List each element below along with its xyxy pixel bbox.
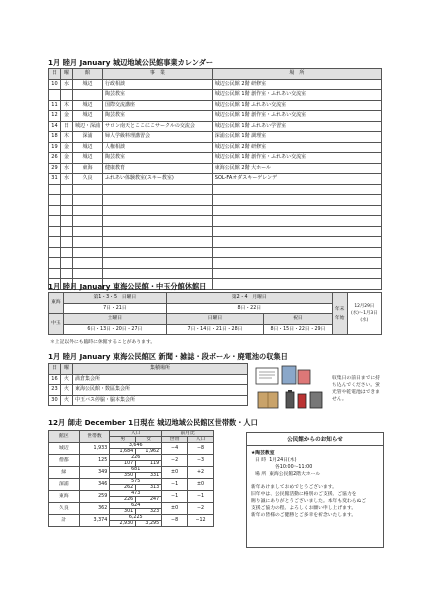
population-total: 6,225 bbox=[110, 515, 162, 521]
col-day: 日 bbox=[49, 69, 61, 80]
recycle-weekday: 火 bbox=[60, 395, 72, 406]
calendar-empty-cell bbox=[212, 247, 381, 258]
calendar-empty-cell bbox=[212, 216, 381, 227]
calendar-empty-cell bbox=[49, 247, 61, 258]
nakatama-label: 中玉 bbox=[49, 314, 64, 335]
population-change-house: −8 bbox=[162, 515, 188, 527]
calendar-hall: 城辺 bbox=[72, 100, 102, 111]
calendar-row bbox=[49, 90, 382, 101]
calendar-event: 陶芸教室 bbox=[102, 90, 212, 101]
calendar-empty-cell bbox=[102, 237, 212, 248]
closed-title: 1月 睦月 January 東海公民館・中玉分館休館日 bbox=[48, 282, 207, 291]
calendar-weekday: 金 bbox=[60, 153, 72, 164]
population-households: 362 bbox=[79, 503, 110, 515]
recycle-items-illustration bbox=[252, 362, 326, 414]
calendar-hall: 城辺 bbox=[72, 153, 102, 164]
population-male: 107 bbox=[110, 461, 136, 467]
calendar-row bbox=[49, 111, 382, 122]
calendar-day: 14 bbox=[49, 121, 61, 132]
calendar-hall: 城辺・深浦 bbox=[72, 121, 102, 132]
calendar-empty-cell bbox=[49, 216, 61, 227]
recycle-row bbox=[49, 374, 248, 385]
calendar-event: 行政相談 bbox=[102, 79, 212, 90]
calendar-hall: 久良 bbox=[72, 174, 102, 185]
calendar-empty-cell bbox=[72, 258, 102, 269]
calendar-place: 城辺公民館 1階 ふれあい交流室 bbox=[212, 100, 381, 111]
calendar-empty-cell bbox=[60, 258, 72, 269]
population-area: 緑 bbox=[49, 467, 80, 479]
cardboard-box-icon bbox=[258, 392, 278, 408]
recycle-table bbox=[48, 363, 248, 406]
calendar-weekday: 水 bbox=[60, 174, 72, 185]
calendar-row bbox=[49, 121, 382, 132]
population-change-house: ±0 bbox=[162, 467, 188, 479]
calendar-empty-row bbox=[49, 247, 382, 258]
population-change-pop: −2 bbox=[188, 503, 214, 515]
calendar-day: 19 bbox=[49, 142, 61, 153]
calendar-empty-cell bbox=[72, 195, 102, 206]
calendar-weekday: 金 bbox=[60, 142, 72, 153]
calendar-empty-cell bbox=[72, 237, 102, 248]
col-hall: 館 bbox=[72, 69, 102, 80]
calendar-empty-cell bbox=[49, 226, 61, 237]
population-area: 東海 bbox=[49, 491, 80, 503]
calendar-day: 10 bbox=[49, 79, 61, 90]
calendar-weekday: 水 bbox=[60, 163, 72, 174]
pop-col-change-pop: 人口 bbox=[188, 437, 214, 443]
calendar-hall: 東海 bbox=[72, 163, 102, 174]
population-change-pop: −1 bbox=[188, 491, 214, 503]
nakatama-header-2: 日曜日 bbox=[166, 314, 263, 325]
calendar-event: 婦人学級料理講習会 bbox=[102, 132, 212, 143]
population-male: 2,930 bbox=[110, 521, 136, 527]
notice-date-label: 日 時 bbox=[255, 458, 267, 463]
population-male: 226 bbox=[110, 497, 136, 503]
population-total: 226 bbox=[110, 455, 162, 461]
calendar-empty-cell bbox=[102, 184, 212, 195]
calendar-hall: 深浦 bbox=[72, 132, 102, 143]
notice-event: ★陶芸教室 bbox=[251, 451, 275, 456]
calendar-empty-row bbox=[49, 237, 382, 248]
calendar-empty-cell bbox=[102, 268, 212, 279]
calendar-day bbox=[49, 90, 61, 101]
population-change-house: ±0 bbox=[162, 503, 188, 515]
population-area: 深浦 bbox=[49, 479, 80, 491]
pop-col-female: 女 bbox=[136, 437, 162, 443]
recycle-weekday: 火 bbox=[60, 385, 72, 396]
recycle-row bbox=[49, 395, 248, 406]
recycle-memo-text: 収集日の前日までに持ち込んでください。蛍光管や乾電池はできません。 bbox=[332, 376, 380, 402]
calendar-empty-cell bbox=[60, 268, 72, 279]
calendar-event: ふれあい体験教室(スキー教室) bbox=[102, 174, 212, 185]
calendar-empty-cell bbox=[102, 216, 212, 227]
calendar-event: 健康教育 bbox=[102, 163, 212, 174]
population-row bbox=[49, 455, 214, 461]
calendar-empty-cell bbox=[212, 237, 381, 248]
population-change-house: −2 bbox=[162, 455, 188, 467]
calendar-empty-row bbox=[49, 226, 382, 237]
box-icon bbox=[310, 392, 322, 408]
population-change-pop: −8 bbox=[188, 443, 214, 455]
calendar-row bbox=[49, 174, 382, 185]
calendar-empty-cell bbox=[102, 226, 212, 237]
recycle-row bbox=[49, 385, 248, 396]
magazine-icon bbox=[282, 366, 310, 384]
col-place: 場 所 bbox=[212, 69, 381, 80]
calendar-empty-cell bbox=[49, 205, 61, 216]
population-total: 3,646 bbox=[110, 443, 162, 449]
calendar-event: 陶芸教室 bbox=[102, 111, 212, 122]
calendar-day: 11 bbox=[49, 100, 61, 111]
population-row bbox=[49, 491, 214, 497]
population-table bbox=[48, 430, 214, 527]
recycle-weekday: 火 bbox=[60, 374, 72, 385]
population-female: 313 bbox=[136, 485, 162, 491]
calendar-event: 人権相談 bbox=[102, 142, 212, 153]
population-change-pop: +2 bbox=[188, 467, 214, 479]
calendar-place: 城辺公民館 2階 研修室 bbox=[212, 79, 381, 90]
calendar-title: 1月 睦月 January 城辺地域公民館事業カレンダー bbox=[48, 58, 214, 67]
notice-body-4: 支援ご協力の程、よろしくお願い申し上げます。 bbox=[251, 506, 357, 511]
notice-box bbox=[246, 432, 384, 548]
calendar-event: サロン南天とここにこサークルの交流会 bbox=[102, 121, 212, 132]
population-households: 3,374 bbox=[79, 515, 110, 527]
year-end-range: 12月29日(水)〜1月3日(水) bbox=[347, 293, 381, 335]
calendar-event: 陶芸教室 bbox=[102, 153, 212, 164]
notice-body-3: 賜り誠にありがとうございました。本年も変わらぬご bbox=[251, 499, 367, 504]
calendar-place: 深浦公民館 1階 調理室 bbox=[212, 132, 381, 143]
calendar-day: 18 bbox=[49, 132, 61, 143]
col-event: 事 業 bbox=[102, 69, 212, 80]
recycle-memo bbox=[330, 374, 386, 406]
nakatama-days-1: 6日・13日・20日・27日 bbox=[63, 324, 166, 335]
calendar-empty-cell bbox=[102, 258, 212, 269]
population-households: 125 bbox=[79, 455, 110, 467]
notice-body-5: 新年の皆様のご健勝とご多幸を祈念いたします。 bbox=[251, 513, 357, 518]
population-households: 349 bbox=[79, 467, 110, 479]
population-female: 247 bbox=[136, 497, 162, 503]
calendar-weekday bbox=[60, 90, 72, 101]
population-total: 681 bbox=[110, 467, 162, 473]
calendar-empty-cell bbox=[72, 216, 102, 227]
population-row bbox=[49, 479, 214, 485]
col-weekday: 曜 bbox=[60, 69, 72, 80]
population-change-pop: −3 bbox=[188, 455, 214, 467]
nakatama-days-3: 8日・15日・22日・29日 bbox=[264, 324, 333, 335]
population-households: 346 bbox=[79, 479, 110, 491]
calendar-hall bbox=[72, 90, 102, 101]
calendar-weekday: 木 bbox=[60, 132, 72, 143]
population-male: 301 bbox=[110, 509, 136, 515]
east-label: 東海 bbox=[49, 293, 64, 314]
calendar-place: 城辺公民館 1階 創作室・ふれあい交流室 bbox=[212, 111, 381, 122]
population-area: 僧都 bbox=[49, 455, 80, 467]
newspaper-icon bbox=[256, 368, 278, 384]
notice-title: 公民館からのお知らせ bbox=[247, 433, 383, 446]
calendar-day: 12 bbox=[49, 111, 61, 122]
population-row bbox=[49, 443, 214, 449]
population-households: 1,933 bbox=[79, 443, 110, 455]
calendar-empty-cell bbox=[212, 184, 381, 195]
calendar-place: 城辺公民館 2階 研修室 bbox=[212, 142, 381, 153]
population-households: 259 bbox=[79, 491, 110, 503]
calendar-empty-cell bbox=[212, 205, 381, 216]
calendar-day: 26 bbox=[49, 153, 61, 164]
notice-time: 各10:00〜11:00 bbox=[275, 465, 313, 470]
calendar-empty-row bbox=[49, 216, 382, 227]
notice-body-1: 新年あけましておめでとうございます。 bbox=[251, 485, 337, 490]
population-row bbox=[49, 503, 214, 509]
recycle-col-weekday: 曜 bbox=[60, 364, 72, 375]
calendar-weekday: 金 bbox=[60, 111, 72, 122]
calendar-empty-cell bbox=[72, 247, 102, 258]
pop-col-change-house: 世帯 bbox=[162, 437, 188, 443]
recycle-place: 東海公民館・数區集会所 bbox=[72, 385, 247, 396]
recycle-col-day: 日 bbox=[49, 364, 61, 375]
calendar-empty-cell bbox=[60, 226, 72, 237]
calendar-empty-row bbox=[49, 205, 382, 216]
calendar-hall: 城辺 bbox=[72, 142, 102, 153]
calendar-hall: 城辺 bbox=[72, 111, 102, 122]
recycle-day: 23 bbox=[49, 385, 61, 396]
population-change-pop: ±0 bbox=[188, 479, 214, 491]
year-end-label: 年末年始 bbox=[332, 293, 347, 335]
population-male: 1,684 bbox=[110, 449, 136, 455]
calendar-day: 29 bbox=[49, 163, 61, 174]
population-change-house: −1 bbox=[162, 479, 188, 491]
recycle-day: 16 bbox=[49, 374, 61, 385]
calendar-empty-cell bbox=[102, 205, 212, 216]
closed-table bbox=[48, 292, 382, 335]
closed-note: ＊上記以外にも臨時に休館することがあります。 bbox=[50, 340, 156, 345]
calendar-empty-cell bbox=[212, 258, 381, 269]
calendar-empty-cell bbox=[212, 195, 381, 206]
calendar-row bbox=[49, 132, 382, 143]
battery-icon bbox=[286, 390, 306, 408]
calendar-empty-cell bbox=[72, 184, 102, 195]
nakatama-header-3: 祝日 bbox=[264, 314, 333, 325]
population-change-pop: −12 bbox=[188, 515, 214, 527]
calendar-empty-cell bbox=[212, 226, 381, 237]
calendar-empty-cell bbox=[60, 216, 72, 227]
calendar-empty-cell bbox=[49, 184, 61, 195]
calendar-place: SOL-FAオダスキーゲレンデ bbox=[212, 174, 381, 185]
recycle-col-place: 集積場所 bbox=[72, 364, 247, 375]
calendar-empty-cell bbox=[72, 205, 102, 216]
population-total: 473 bbox=[110, 491, 162, 497]
calendar-empty-cell bbox=[60, 237, 72, 248]
calendar-empty-cell bbox=[102, 195, 212, 206]
population-male: 262 bbox=[110, 485, 136, 491]
recycle-day: 30 bbox=[49, 395, 61, 406]
east-days-1: 7日・21日 bbox=[63, 303, 166, 314]
pop-col-area: 館区 bbox=[49, 431, 80, 443]
calendar-table bbox=[48, 68, 382, 290]
calendar-empty-cell bbox=[60, 195, 72, 206]
calendar-day: 31 bbox=[49, 174, 61, 185]
population-row bbox=[49, 467, 214, 473]
calendar-empty-cell bbox=[102, 247, 212, 258]
population-change-house: −4 bbox=[162, 443, 188, 455]
east-header-1: 第1・3・5 日曜日 bbox=[63, 293, 166, 304]
calendar-hall: 城辺 bbox=[72, 79, 102, 90]
recycle-place: 満倉集会所 bbox=[72, 374, 247, 385]
pop-col-change: 前月比 bbox=[162, 431, 214, 437]
calendar-event: 国際交流講座 bbox=[102, 100, 212, 111]
population-area: 計 bbox=[49, 515, 80, 527]
calendar-empty-row bbox=[49, 268, 382, 279]
calendar-empty-cell bbox=[212, 279, 381, 290]
population-total: 575 bbox=[110, 479, 162, 485]
calendar-row bbox=[49, 79, 382, 90]
population-title: 12月 師走 December 1日現在 城辺地域公民館区世帯数・人口 bbox=[48, 418, 258, 427]
calendar-empty-cell bbox=[49, 268, 61, 279]
calendar-weekday: 木 bbox=[60, 100, 72, 111]
pop-col-households: 世帯数 bbox=[79, 431, 110, 443]
calendar-empty-cell bbox=[49, 258, 61, 269]
calendar-empty-cell bbox=[49, 195, 61, 206]
calendar-row bbox=[49, 163, 382, 174]
population-row bbox=[49, 515, 214, 521]
pop-col-population: 人口 bbox=[110, 431, 162, 437]
population-area: 城辺 bbox=[49, 443, 80, 455]
calendar-weekday: 日 bbox=[60, 121, 72, 132]
calendar-empty-cell bbox=[72, 268, 102, 279]
population-total: 624 bbox=[110, 503, 162, 509]
calendar-empty-cell bbox=[60, 184, 72, 195]
calendar-row bbox=[49, 153, 382, 164]
calendar-empty-cell bbox=[60, 205, 72, 216]
population-female: 323 bbox=[136, 509, 162, 515]
nakatama-header-1: 土曜日 bbox=[63, 314, 166, 325]
nakatama-days-2: 7日・14日・21日・28日 bbox=[166, 324, 263, 335]
calendar-empty-cell bbox=[212, 268, 381, 279]
east-days-2: 8日・22日 bbox=[166, 303, 332, 314]
calendar-row bbox=[49, 142, 382, 153]
notice-place: 東海公民館2階大ホール bbox=[269, 472, 321, 477]
calendar-empty-cell bbox=[60, 247, 72, 258]
calendar-empty-cell bbox=[49, 237, 61, 248]
population-female: 331 bbox=[136, 473, 162, 479]
population-female: 1,962 bbox=[136, 449, 162, 455]
calendar-weekday: 水 bbox=[60, 79, 72, 90]
recycle-place: 中玉バス停脇・脇本集会所 bbox=[72, 395, 247, 406]
calendar-empty-row bbox=[49, 195, 382, 206]
notice-place-label: 場 所 bbox=[255, 472, 267, 477]
east-header-2: 第2・4 月曜日 bbox=[166, 293, 332, 304]
population-change-house: −1 bbox=[162, 491, 188, 503]
calendar-empty-row bbox=[49, 184, 382, 195]
population-area: 久良 bbox=[49, 503, 80, 515]
calendar-empty-cell bbox=[72, 226, 102, 237]
recycle-title: 1月 睦月 January 東海公民館区 新聞・雑誌・段ボール・廃電池の収集日 bbox=[48, 352, 288, 361]
calendar-place: 城辺公民館 1階 ふれあい学習室 bbox=[212, 121, 381, 132]
notice-body-2: 旧年中は、公民館活動に格別のご支援、ご協力を bbox=[251, 492, 357, 497]
calendar-empty-row bbox=[49, 258, 382, 269]
calendar-place: 城辺公民館 1階 創作室・ふれあい交流室 bbox=[212, 90, 381, 101]
population-female: 119 bbox=[136, 461, 162, 467]
pop-col-male: 男 bbox=[110, 437, 136, 443]
calendar-row bbox=[49, 100, 382, 111]
notice-date: 1月24日(木) bbox=[269, 458, 297, 463]
population-female: 3,295 bbox=[136, 521, 162, 527]
calendar-place: 東海公民館 2階 大ホール bbox=[212, 163, 381, 174]
calendar-place: 城辺公民館 1階 創作室・ふれあい交流室 bbox=[212, 153, 381, 164]
population-male: 350 bbox=[110, 473, 136, 479]
